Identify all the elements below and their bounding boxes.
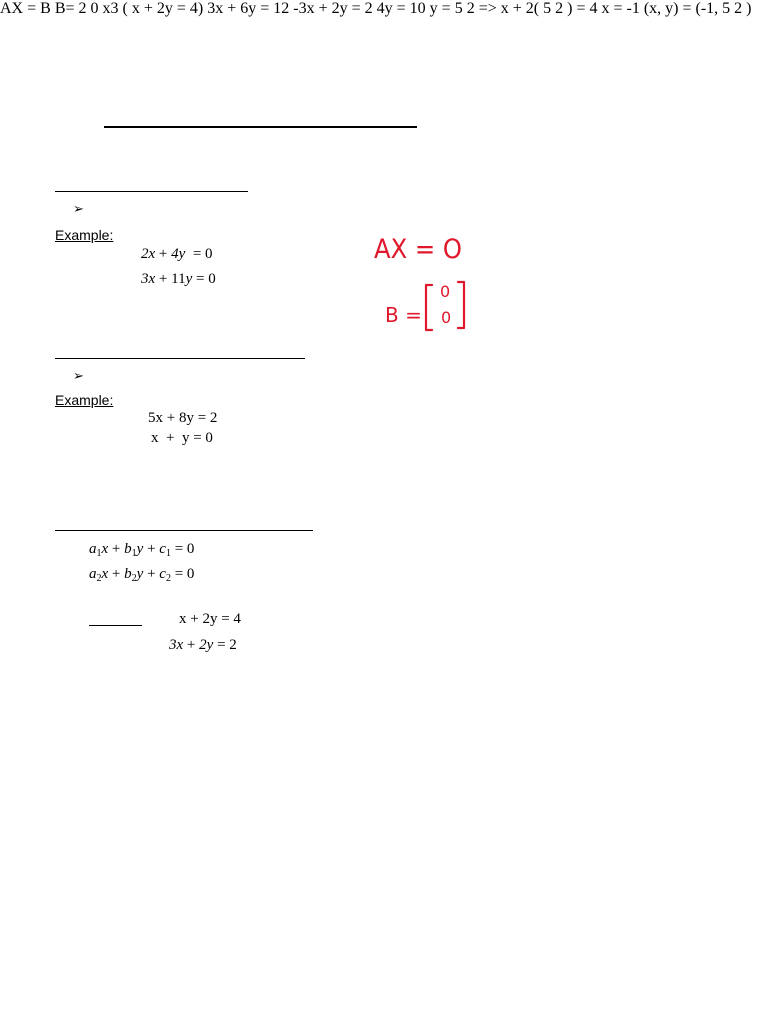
hand-substitution-numerator: 5 xyxy=(543,0,552,17)
hand-solution-numerator: 5 xyxy=(722,0,731,17)
b-zero-entry-2: 0 xyxy=(441,308,452,327)
section2-equation-2: x + y = 0 xyxy=(151,430,213,446)
hand-multiplied-equation: ( x + 2y = 4) xyxy=(122,0,204,17)
hand-y-equals: y = xyxy=(429,0,451,17)
hand-multiply-three: x3 xyxy=(102,0,119,17)
right-bracket xyxy=(458,282,464,328)
b-zero-entry-1: 0 xyxy=(440,282,451,301)
section1-equation-1: 2x + 4y = 0 xyxy=(141,246,213,262)
hand-substitution-denominator: 2 xyxy=(555,0,564,17)
hand-ax-equals-zero: AX = O xyxy=(374,234,462,265)
hand-b-zero-vector xyxy=(385,282,464,330)
problem-equation-1: x + 2y = 4 xyxy=(179,611,241,627)
section2-equation-1: 5x + 8y = 2 xyxy=(148,410,218,426)
hand-b-vector-label: B= xyxy=(54,0,75,17)
hand-line-neg3x-2y-2: -3x + 2y = 2 xyxy=(293,0,373,17)
section2-example-label: Example: xyxy=(55,392,114,408)
problem-equation-2: 3x + 2y = 2 xyxy=(169,637,237,653)
b-vector-entry-1: 2 xyxy=(78,0,87,17)
general-equation-1: $a_1x + b_1y + c_1 = 0$ xyxy=(89,541,195,559)
hand-solution-right-paren: ) xyxy=(746,0,752,17)
hand-ax-equals-b: AX = B xyxy=(0,0,51,17)
left-bracket xyxy=(426,285,432,330)
hand-y-fraction-numerator: 5 xyxy=(454,0,463,17)
hand-x-equals-neg1: x = -1 xyxy=(601,0,640,17)
hand-substitution-right: ) = 4 xyxy=(567,0,598,17)
section1-example-label: Example: xyxy=(55,227,114,243)
b-vector-entry-2: 0 xyxy=(90,0,99,17)
hand-b-zero-label: B = xyxy=(385,303,422,327)
hand-solution-denominator: 2 xyxy=(734,0,743,17)
hand-line-3x-6y-12: 3x + 6y = 12 xyxy=(207,0,290,17)
hand-4y-equals-10: 4y = 10 xyxy=(376,0,426,17)
general-equation-2: $a_2x + b_2y + c_2 = 0$ xyxy=(89,566,195,584)
hand-solution-left: (x, y) = (-1, xyxy=(643,0,719,17)
hand-y-fraction-denominator: 2 xyxy=(466,0,475,17)
hand-substitution-left: x + 2( xyxy=(500,0,540,17)
section2-bullet: ➢ xyxy=(73,368,84,383)
section1-bullet: ➢ xyxy=(73,201,84,216)
hand-implies-arrow: => xyxy=(478,0,497,17)
section1-equation-2: 3x + 11y = 0 xyxy=(141,271,216,287)
